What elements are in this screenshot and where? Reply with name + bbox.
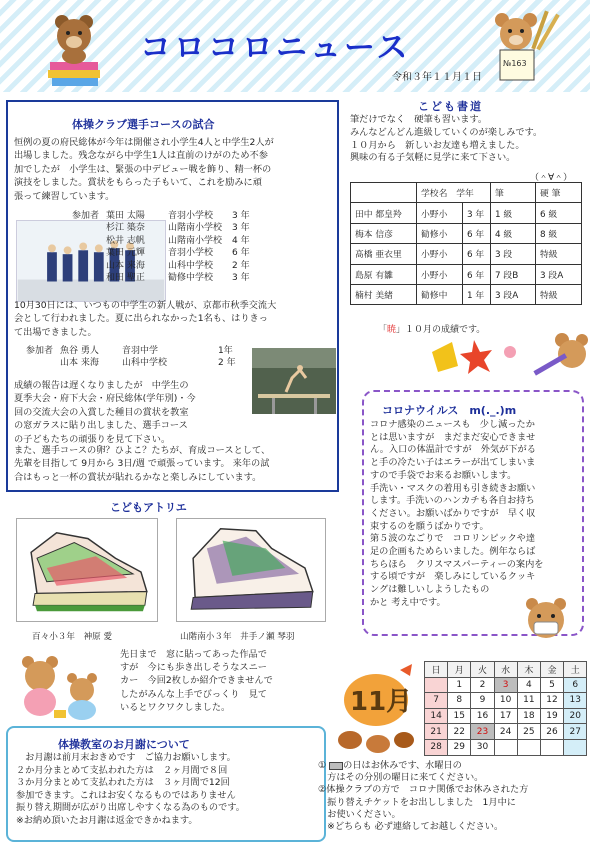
table-row (351, 223, 582, 243)
weekday-thu: 木 (517, 662, 540, 678)
calendar-day (564, 739, 587, 755)
calendar-day: 5 (540, 677, 563, 693)
pen-rank: 3 段A (536, 264, 582, 284)
school-cell: 小野小 (417, 264, 463, 284)
table-header-row (351, 183, 582, 203)
brush-rank: 4 級 (491, 223, 536, 243)
pen-rank: 8 級 (536, 223, 582, 243)
table-row (351, 203, 582, 223)
brush-rank: 3 段A (491, 284, 536, 304)
participant-grade: 1年 (218, 346, 233, 356)
covid-title: コロナウイルス m(._.)m (382, 404, 517, 417)
participant-school: 山階南小学校 (168, 223, 223, 234)
participant-school: 音羽小学校 (168, 248, 214, 259)
calendar-week (425, 708, 587, 724)
artist-caption-1: 百々小３年 神原 愛 (32, 632, 113, 642)
participant-name: 松井 志帆 (106, 235, 145, 246)
calendar-day: 27 (564, 724, 587, 740)
participants-row (72, 260, 250, 272)
school-cell: 小野小 (417, 203, 463, 223)
participants-label: 参加者 (72, 211, 100, 221)
weekday-sat: 土 (564, 662, 587, 678)
calendar-day: 29 (448, 739, 471, 755)
quote-open: 「 (378, 325, 388, 335)
grade-cell: 1 年 (463, 284, 491, 304)
autumn-leaves-bear-icon (412, 332, 590, 382)
calendar-day (494, 739, 517, 755)
note-2-text: ②体操クラブの方で コロナ関係でお休みされた方 振り替えチケットをお出ししました 1月中に お使いください。 ※どちらも 必ず連絡してお越しください。 (318, 784, 529, 833)
weekday-tue: 火 (471, 662, 494, 678)
participants-list (72, 210, 250, 284)
tuition-title: 体操教室のお月謝について (58, 738, 190, 751)
calendar-day: 16 (471, 708, 494, 724)
calendar-week (425, 693, 587, 709)
newsletter-title: コロコロニュース (140, 30, 411, 66)
results-caption: 」１０月の成績です。 (396, 325, 486, 335)
calendar-day (517, 739, 540, 755)
participants-list-2 (26, 345, 236, 370)
participant-name: 葉田 元輝 (106, 248, 145, 259)
calendar-day: 8 (448, 693, 471, 709)
participant-grade: 4 年 (232, 235, 250, 246)
bear-on-books-icon (44, 12, 104, 88)
calendar-day: 6 (564, 677, 587, 693)
balance-beam-photo (252, 348, 336, 414)
school-cell: 勧修中 (417, 284, 463, 304)
calendar-day: 18 (517, 708, 540, 724)
calendar-day: 25 (517, 724, 540, 740)
grade-cell: 6 年 (463, 244, 491, 264)
calendar-day: 9 (471, 693, 494, 709)
participant-grade: 3 年 (232, 211, 250, 221)
table-row (351, 264, 582, 284)
calendar-day-closed: 3 (494, 677, 517, 693)
weekday-fri: 金 (540, 662, 563, 678)
note-1-text: の日はお休みです、水曜日の 方はその分別の曜日に来てください。 (327, 760, 484, 784)
participant-name: 魚谷 勇人 (60, 346, 99, 356)
student-name: 髙橋 亜衣里 (351, 244, 417, 264)
calendar-day (540, 739, 563, 755)
calendar-day: 12 (540, 693, 563, 709)
calendar-day: 4 (517, 677, 540, 693)
calligraphy-results-table (350, 182, 582, 305)
grade-cell: 6 年 (463, 223, 491, 243)
table-row (351, 244, 582, 264)
pen-rank: 特級 (536, 244, 582, 264)
participant-school: 山科中学校 (122, 358, 168, 369)
brush-rank: 7 段B (491, 264, 536, 284)
participant-school: 音羽小学校 (168, 211, 214, 221)
october-word: 暁 (387, 325, 397, 335)
pen-rank: 特級 (536, 284, 582, 304)
participants-row (72, 235, 250, 247)
calendar-day: 26 (540, 724, 563, 740)
tuition-notice (6, 726, 326, 842)
november-calendar (424, 661, 587, 756)
atelier-text: 先日まで 窓に貼ってあった作品で すが 今にも歩き出しそうなスニー カー 今回2枚しか紹介できませんで したがみんな上手でびっくり 見て いるとワクワクしました。 (120, 649, 273, 713)
closed-day-swatch (329, 762, 343, 770)
calligraphy-text: 筆だけでなく 硬筆も習います。 みんなどんどん進級していくのが楽しみです。 １０月から 新しいお友達も増えました。 興味の有る子気軽に見学に来て下さい。 (350, 114, 543, 164)
participant-grade: 6 年 (232, 248, 250, 259)
calendar-day: 20 (564, 708, 587, 724)
note-1-number: ① (318, 760, 327, 771)
grade-cell: 3 年 (463, 203, 491, 223)
calendar-day: 28 (425, 739, 448, 755)
calendar-day: 7 (425, 693, 448, 709)
student-name: 島原 有雛 (351, 264, 417, 284)
participants-row (72, 222, 250, 234)
participant-grade: 2 年 (218, 358, 236, 369)
participant-grade: 3 年 (232, 273, 250, 284)
column-header: 学校名 学年 (417, 183, 491, 203)
masked-bear-icon (520, 596, 572, 642)
school-cell: 小野小 (417, 244, 463, 264)
weekday-sun: 日 (425, 662, 448, 678)
weekday-mon: 月 (448, 662, 471, 678)
calendar-day: 14 (425, 708, 448, 724)
weekday-wed: 水 (494, 662, 517, 678)
calendar-day: 24 (494, 724, 517, 740)
sneaker-drawing-2 (176, 518, 326, 622)
covid-text: コロナ感染のニュースも 少し減ったか とは思いますが まだまだ安心できませ ん。入口の体温計ですが 外気が下がる と手の冷たい子はエラーが出てしまいま すので手袋でお来るお願いします。 手洗い・マスクの着用も引き続きお願い します。手洗いのハンカチも各自お持ち ください。お願いばかりですが 早く収 束するのを願うばかりです。 第５波のなごりで コロリンピックや達 足の企画もためらいました。例年ならば ちらほら クリスマスパーティーの案内を する頃ですが 楽しみにしているクッキ ングは難しいしようしたもの かと 考え中です。 (370, 419, 544, 608)
issue-number: №163 (503, 59, 527, 68)
sneaker-drawing-1 (16, 518, 158, 622)
november-pumpkin-art (330, 660, 420, 756)
participants-label: 参加者 (26, 346, 54, 356)
participant-grade: 3 年 (232, 223, 250, 234)
calendar-day: 17 (494, 708, 517, 724)
participant-school: 山科中学校 (168, 260, 214, 271)
participant-school: 山階南小学校 (168, 235, 223, 246)
participants-row (26, 345, 236, 357)
artist-caption-2: 山階南小３年 井手ノ瀬 琴羽 (180, 632, 295, 642)
calendar-day: 11 (517, 693, 540, 709)
participants-row (72, 247, 250, 259)
calendar-day: 10 (494, 693, 517, 709)
participant-name: 杉江 築奈 (106, 223, 145, 234)
student-name: 梅本 信彦 (351, 223, 417, 243)
participant-name: 和田 聖正 (106, 273, 145, 284)
column-header: 硬 筆 (536, 183, 582, 203)
gym-club-article (6, 100, 339, 492)
tuition-text: お月謝は前月末おきめです ご協力お願いします。 ２か月分まとめて支払われた方は ２ヶ月間で８回 ３か月分まとめて支払われた方は ３ヶ月間で12回 参加できます。これはお安くなるものではありません 振り替え期間が広がり出席しやすくなる為のものです。 ※お納め頂いたお月謝は返金できかねます。 (16, 752, 245, 826)
participant-grade: 2 年 (232, 260, 250, 271)
calligraphy-title: こども書道 (418, 100, 483, 113)
school-cell: 勧修小 (417, 223, 463, 243)
column-header (351, 183, 417, 203)
grade-cell: 6 年 (463, 264, 491, 284)
participant-name: 山本 来海 (106, 260, 145, 271)
pen-rank: 6 級 (536, 203, 582, 223)
participant-name: 葉田 太陽 (106, 211, 145, 221)
student-name: 田中 都皇羚 (351, 203, 417, 223)
smiley-face: （＾∀＾） (530, 173, 573, 183)
issue-date: 令和３年１１月１日 (392, 72, 482, 83)
participant-school: 勧修中学校 (168, 273, 214, 284)
table-row (351, 284, 582, 304)
calendar-day-closed: 23 (471, 724, 494, 740)
participant-school: 音羽中学 (122, 346, 159, 356)
month-label: 11月 (350, 687, 413, 717)
bears-painting-icon (8, 648, 108, 722)
brush-rank: 1 級 (491, 203, 536, 223)
calendar-notes (318, 760, 588, 833)
gym-club-intro: 恒例の夏の府民総体が今年は開催され小学生4人と中学生2人が 出場しました。残念ながら中学生1人は直前のけがのため不参 加でしたが 小学生は、緊張の中デビュー戦を飾り、精一杯の 演技をしました。賞状をもらった子もいて、これを励みに頑 張って練習しています。 (14, 137, 274, 202)
participant-name: 山本 来海 (60, 358, 99, 369)
calendar-day: 22 (448, 724, 471, 740)
report-text: 成績の報告は遅くなりましたが 中学生の 夏季大会・府下大会・府民総体(学年別)・今 回の交流大会の入賞した種目の賞状を教室 の窓ガラスに貼り出しました、選手コース の子どもたちの頑張りを見て下さい。 (14, 380, 196, 445)
calendar-day: 1 (448, 677, 471, 693)
calendar-day: 21 (425, 724, 448, 740)
calendar-week (425, 677, 587, 693)
weekday-header-row (425, 662, 587, 678)
calendar-day: 30 (471, 739, 494, 755)
development-course-text: また、選手コースの卵？ひよこ？たちが、育成コースとして、 先輩を目指して 9月から 3日/週 で頑張っています。 来年の試 合はもっと一杯の賞状が貼れるかなと楽しみにしています。 (14, 445, 271, 483)
calendar-day (425, 677, 448, 693)
column-header: 筆 (491, 183, 536, 203)
bear-with-brushes-icon (486, 8, 566, 86)
atelier-title: こどもアトリエ (110, 501, 187, 514)
participants-row (72, 210, 250, 222)
calendar-day: 15 (448, 708, 471, 724)
calendar-day: 2 (471, 677, 494, 693)
calendar-day: 19 (540, 708, 563, 724)
participants-row (26, 357, 236, 369)
gym-club-title: 体操クラブ選手コースの試合 (72, 118, 215, 131)
calendar-week (425, 739, 587, 755)
participants-row (72, 272, 250, 284)
calendar-day: 13 (564, 693, 587, 709)
autumn-meet-text: 10月30日には、いつもの中学生の新人戦が、京都市秋季交流大 会として行われました。夏に出られなかった1名も、はりきっ て出場できました。 (14, 300, 277, 338)
calendar-week (425, 724, 587, 740)
brush-rank: 3 段 (491, 244, 536, 264)
student-name: 楠村 美緒 (351, 284, 417, 304)
